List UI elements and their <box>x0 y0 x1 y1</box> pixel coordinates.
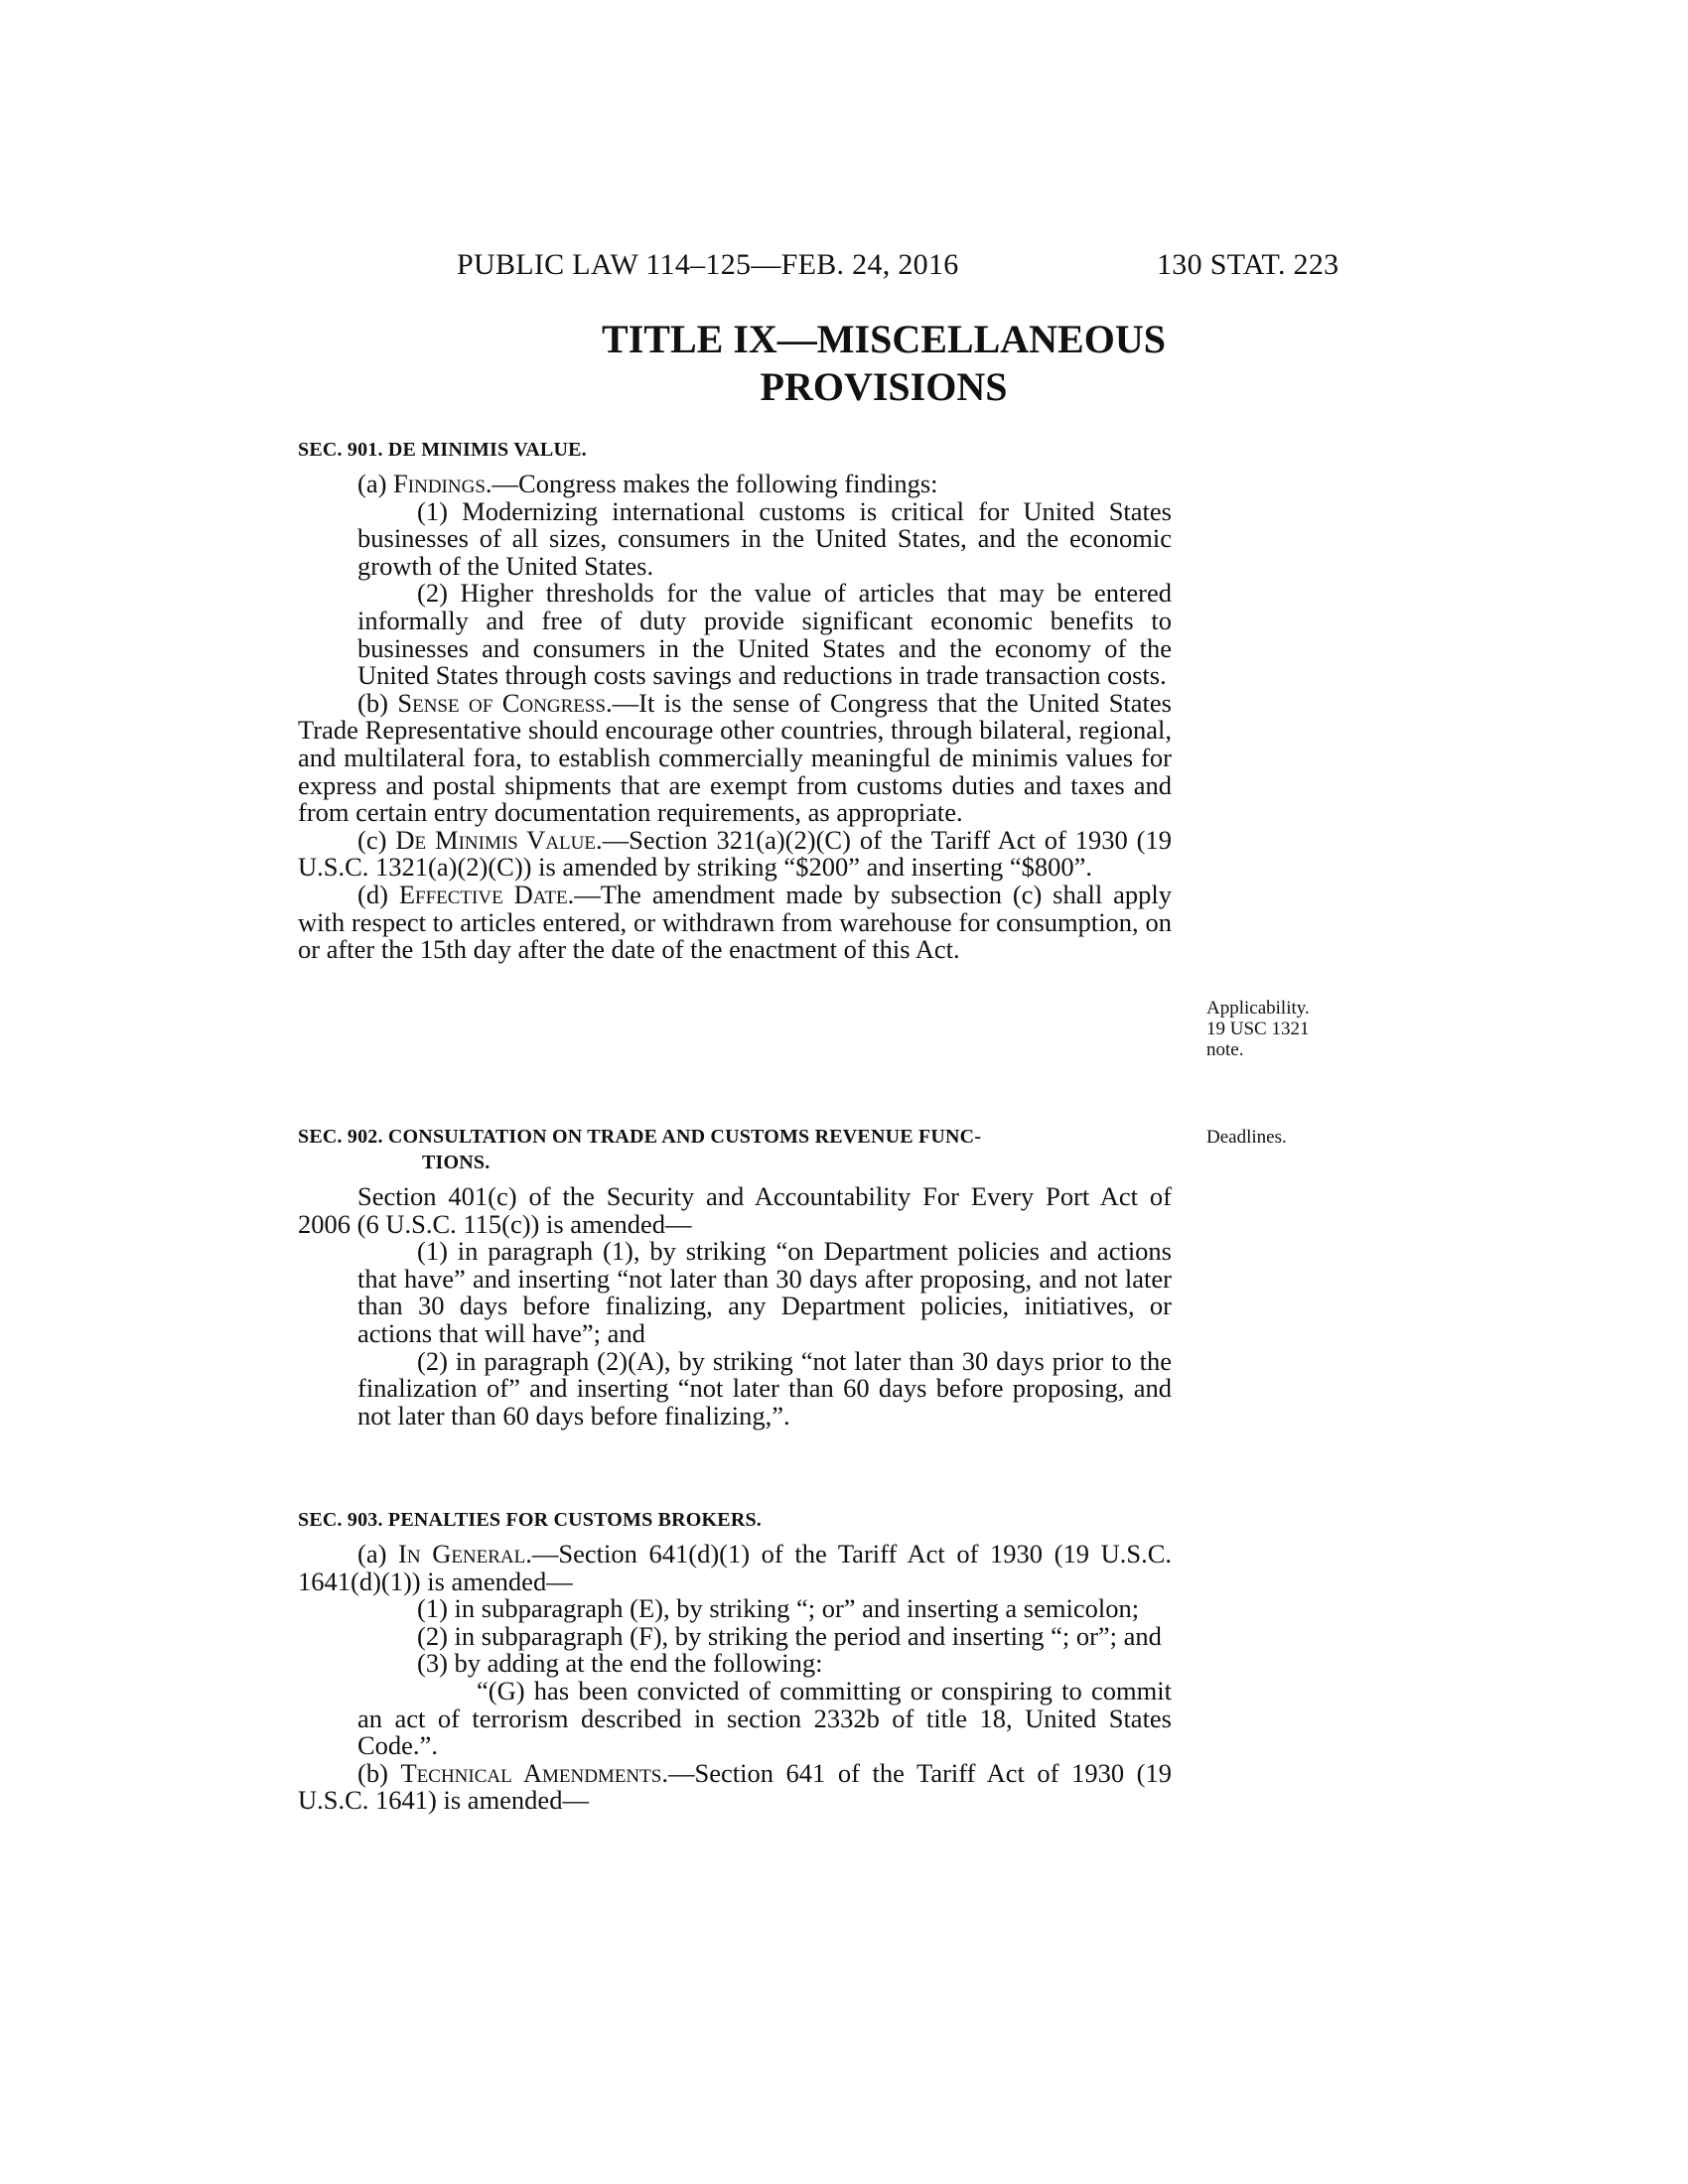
sec901-finding-1: (1) Modernizing international customs is critical for United States businesses of all sizes, consumers in the United States, and the economic growth of the United States. <box>357 495 1172 581</box>
subsection-caption: Effective Date <box>398 879 568 909</box>
section-901-heading: SEC. 901. DE MINIMIS VALUE. <box>298 439 587 461</box>
margin-note-applicability: Applicability. 19 USC 1321 note. <box>1206 998 1310 1060</box>
margin-note-deadlines: Deadlines. <box>1206 1127 1287 1148</box>
sec903-paragraph-3: (3) by adding at the end the following: <box>417 1648 823 1679</box>
section-903 <box>298 1507 1172 1815</box>
title-heading <box>298 316 1470 411</box>
subsection-caption: Findings <box>393 469 486 498</box>
section-903-heading: SEC. 903. PENALTIES FOR CUSTOMS BROKERS. <box>298 1509 763 1531</box>
sec901-subsection-a: (a) Findings.—Congress makes the following findings: <box>357 469 938 498</box>
subsection-caption: Technical Amendments <box>400 1757 662 1788</box>
sec902-intro: Section 401(c) of the Security and Accountability For Every Port Act of 2006 (6 U.S.C. 115(c)) is amended— <box>298 1181 1172 1239</box>
sec901-finding-2: (2) Higher thresholds for the value of articles that may be entered informally and free of duty provide significant economic benefits to businesses and consumers in the United States and the economy of the United States through costs savings and reductions in trade transaction costs. <box>357 578 1172 691</box>
sec903-paragraph-1: (1) in subparagraph (E), by striking “; or” and inserting a semicolon; <box>417 1593 1140 1624</box>
section-902-heading-line-1: SEC. 902. CONSULTATION ON TRADE AND CUSTOMS REVENUE FUNC- <box>298 1126 982 1148</box>
section-902 <box>298 1124 1172 1430</box>
public-law-citation: PUBLIC LAW 114–125—FEB. 24, 2016 <box>457 248 959 281</box>
sec903-subsection-a: (a) In General.—Section 641(d)(1) of the Tariff Act of 1930 (19 U.S.C. 1641(d)(1)) is amended— <box>298 1539 1172 1596</box>
section-902-heading-line-2: TIONS. <box>422 1152 491 1173</box>
statute-page-number: 130 STAT. 223 <box>1157 248 1339 281</box>
section-901 <box>298 437 1172 964</box>
running-header <box>0 248 1688 288</box>
sec903-paragraph-2: (2) in subparagraph (F), by striking the period and inserting “; or”; and <box>417 1620 1162 1651</box>
sec903-quoted-subparagraph-g: “(G) has been convicted of committing or conspiring to commit an act of terrorism described in section 2332b of title 18, United States Code.”. <box>357 1675 1172 1761</box>
subsection-caption: In General <box>398 1539 526 1569</box>
subsection-caption: Sense of Congress <box>397 687 607 718</box>
sec902-paragraph-1: (1) in paragraph (1), by striking “on Department policies and actions that have” and inserting “not later than 30 days after proposing, and not later than 30 days before finalizing, any Department policies, initiatives, or actions that will have”; and <box>357 1236 1172 1348</box>
sec901-subsection-c: (c) De Minimis Value.—Section 321(a)(2)(C) of the Tariff Act of 1930 (19 U.S.C. 1321(a)(2)(C)) is amended by striking “$200” and inserting “$800”. <box>298 824 1172 883</box>
title-line-1: TITLE IX—MISCELLANEOUS <box>602 317 1166 361</box>
sec901-subsection-d: (d) Effective Date.—The amendment made by subsection (c) shall apply with respect to articles entered, or withdrawn from warehouse for consumption, on or after the 15th day after the date of the enactment of this Act. <box>298 879 1173 965</box>
sec902-paragraph-2: (2) in paragraph (2)(A), by striking “not later than 30 days prior to the finalization of” and inserting “not later than 60 days before proposing, and not later than 60 days before finalizing,”. <box>357 1345 1172 1431</box>
title-line-2: PROVISIONS <box>760 364 1008 409</box>
sec901-subsection-b: (b) Sense of Congress.—It is the sense of Congress that the United States Trade Representative should encourage other countries, through bilateral, regional, and multilateral fora, to establish commercially meaningful de minimis values for express and postal shipments that are exempt from customs duties and taxes and from certain entry documentation requirements, as appropriate. <box>298 687 1172 828</box>
sec903-subsection-b: (b) Technical Amendments.—Section 641 of the Tariff Act of 1930 (19 U.S.C. 1641) is amended— <box>298 1757 1172 1816</box>
subsection-caption: De Minimis Value <box>395 824 596 855</box>
